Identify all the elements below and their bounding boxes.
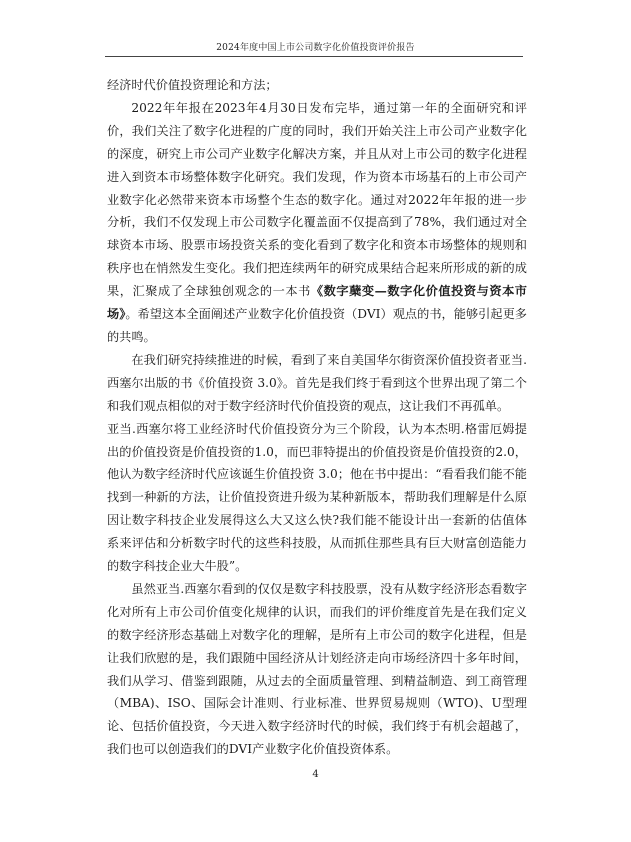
paragraph-4: 亚当.西塞尔将工业经济时代价值投资分为三个阶段，认为本杰明.格雷厄姆提出的价值投资是价值投资的1.0，而巴菲特提出的价值投资是价值投资的2.0，他认为数字经济时代应该诞生价值投资 3.0；他在书中提出：“看看我们能不能找到一种新的方法，让价值投资进升级为某种新版本，帮助我们理解是什么原因让数字科技企业发展得这么大又这么快?我们能不能设计出一套新的估值体系来评估和分析数字时代的这些科技股，从而抓住那些具有巨大财富创造能力的数字科技企业大牛股”。 [107, 421, 527, 574]
book-title: 《数字蘖变—数字化价值投资与资本市场》 [107, 284, 527, 322]
document-body [107, 74, 527, 761]
paragraph-3: 在我们研究持续推进的时候，看到了来自美国华尔街资深价值投资者亚当.西塞尔出版的书《价值投资 3.0》。首先是我们终于看到这个世界出现了第二个和我们观点相似的对于数字经济时代价值投资的观点，这让我们不再孤单。 [107, 352, 527, 413]
header-divider [105, 56, 523, 57]
running-header: 2024年度中国上市公司数字化价值投资评价报告 [216, 43, 415, 53]
paragraph-1: 经济时代价值投资理论和方法； [107, 78, 278, 92]
paragraph-2-tail: 。希望这本全面阐述产业数字化价值投资（DVI）观点的书，能够引起更多的共鸣。 [107, 307, 527, 344]
page-number: 4 [312, 769, 319, 780]
paragraph-2 [107, 97, 527, 349]
paragraph-2-text: 2022年年报在2023年4月30日发布完毕，通过第一年的全面研究和评价，我们关注了数字化进程的广度的同时，我们开始关注上市公司产业数字化的深度，研究上市公司产业数字化解决方案，并且从对上市公司的数字化进程进入到资本市场整体数字化研究。我们发现，作为资本市场基石的上市公司产业数字化必然带来资本市场整个生态的数字化。通过对2022年年报的进一步分析，我们不仅发现上市公司数字化覆盖面不仅提高到了78%，我们通过对全球资本市场、股票市场投资关系的变化看到了数字化和资本市场整体的规则和秩序也在悄然发生变化。我们把连续两年的研究成果结合起来所形成的新的成果，汇聚成了全球独创观念的一本书 [107, 100, 527, 299]
paragraph-5: 虽然亚当.西塞尔看到的仅仅是数字科技股票，没有从数字经济形态看数字化对所有上市公司价值变化规律的认识，而我们的评价维度首先是在我们定义的数字经济形态基础上对数字化的理解，是所有上市公司的数字化进程，但是让我们欣慰的是，我们跟随中国经济从计划经济走向市场经济四十多年时间，我们从学习、借鉴到跟随，从过去的全面质量管理、到精益制造、到工商管理（MBA)、ISO、国际会计准则、行业标准、世界贸易规则（WTO)、U型理论、包括价值投资，今天进入数字经济时代的时候，我们终于有机会超越了，我们也可以创造我们的DVI产业数字化价值投资体系。 [107, 581, 527, 757]
